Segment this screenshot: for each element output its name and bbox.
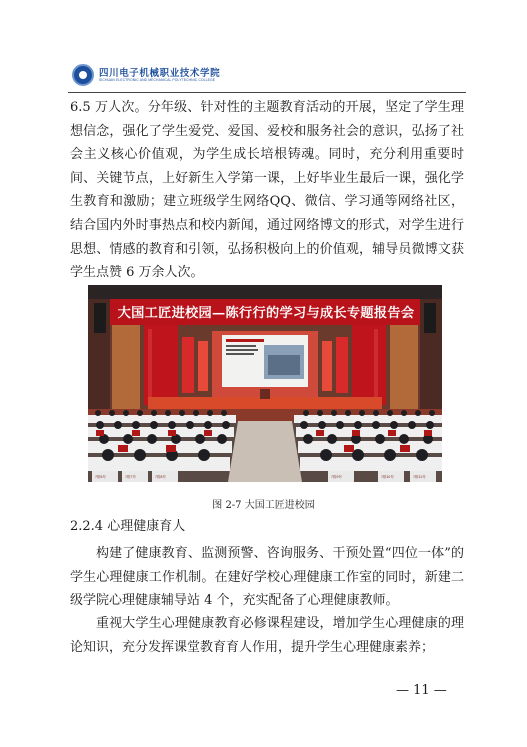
header-divider [68,92,466,93]
figure-caption: 图 2-7 大国工匠进校园 [212,500,315,511]
seat-label: 7排7号 [125,475,136,479]
page-number: — 11 — [396,683,447,698]
body-paragraph-3: 重视大学生心理健康教育必修课程建设，增加学生心理健康的理论知识，充分发挥课堂教育育人作用，提升学生心理健康素养； [70,616,464,655]
body-paragraph-1: 6.5 万人次。分年级、针对性的主题教育活动的开展，坚定了学生理想信念，强化了学生爱党、爱国、爱校和服务社会的意识，弘扬了社会主义核心价值观，为学生成长培根铸魂。同时，充分利用重要时间、关键节点，上好新生入学第一课，上好毕业生最后一课，强化学生教育和激励；建立班级学生网络QQ、微信、学习通等网络社区，结合国内外时事热点和校内新闻，通过网络博文的形式，对学生进行思想、情感的教育和引领，弘扬积极向上的价值观，辅导员微博文获学生点赞 6 万余人次。 [70,100,464,281]
lecture-hall-photo [88,285,442,482]
body-paragraph-2: 构建了健康教育、监测预警、咨询服务、干预处置“四位一体”的学生心理健康工作机制。在建好学校心理健康工作室的同时，新建二级学院心理健康辅导站 4 个，充实配备了心理健康教师。 [70,546,464,609]
school-logo-icon [72,64,94,86]
seat-label: 7排6号 [95,475,106,479]
seat-label: 7排10号 [381,475,394,479]
school-name-cn: 四川电子机械职业技术学院 [99,68,221,79]
seat-label: 7排11号 [413,475,426,479]
school-name-en: SICHUAN ELECTRONIC AND MECHANICAL POLYTECHNIC COLLEGE [99,78,216,82]
photo-banner-text: 大国工匠进校园—陈行行的学习与成长专题报告会 [117,306,415,321]
section-heading: 2.2.4 心理健康育人 [70,519,186,534]
seat-label: 7排8号 [155,475,166,479]
seat-label: 7排9号 [331,475,342,479]
page-header [72,62,462,90]
